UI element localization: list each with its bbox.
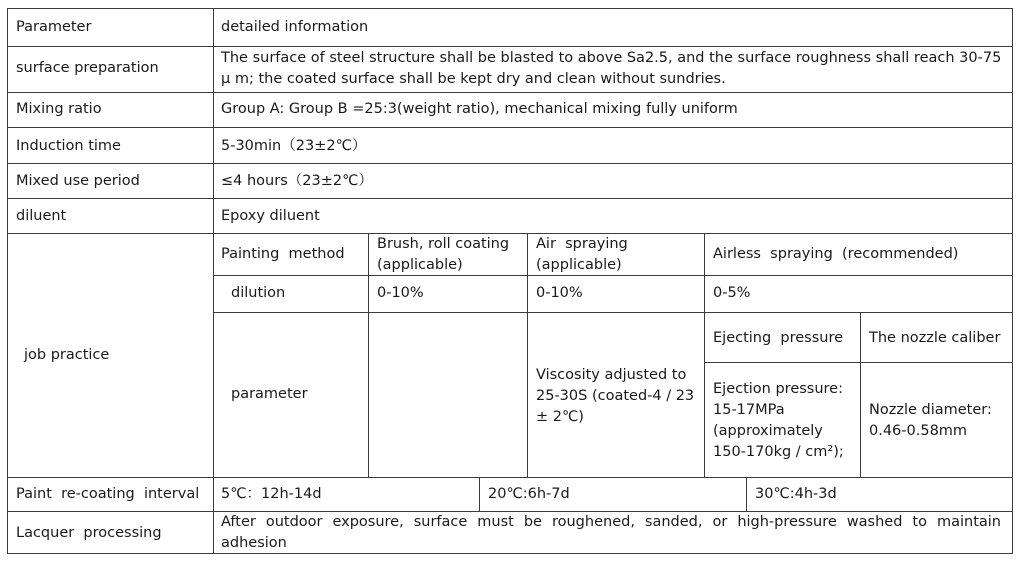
nozzle-diameter-value: Nozzle diameter: 0.46-0.58mm xyxy=(869,402,992,439)
ejecting-pressure-header: Ejecting pressure xyxy=(713,330,844,346)
column-divider xyxy=(527,233,528,477)
induction-time-value: 5-30min（23±2℃） xyxy=(221,138,367,154)
diluent-value: Epoxy diluent xyxy=(221,208,320,224)
method-air-spraying: Air spraying (applicable) xyxy=(536,236,633,273)
method-airless-spraying: Airless spraying (recommended) xyxy=(713,246,959,262)
job-practice-label: job practice xyxy=(24,347,110,363)
viscosity-note: Viscosity adjusted to 25-30S (coated-4 / 23 ± 2℃) xyxy=(536,367,695,425)
dilution-label: dilution xyxy=(231,285,286,301)
surface-preparation-label: surface preparation xyxy=(16,60,159,76)
row-divider xyxy=(7,198,1013,199)
table-border-bottom xyxy=(7,553,1013,554)
row-divider xyxy=(7,477,1013,478)
row-divider xyxy=(704,362,1013,363)
dilution-airless: 0-5% xyxy=(713,285,751,301)
table-border-top xyxy=(7,8,1013,9)
nozzle-caliber-header: The nozzle caliber xyxy=(869,330,1001,346)
row-divider xyxy=(7,46,1013,47)
row-divider xyxy=(213,312,1013,313)
lacquer-processing-line1: After outdoor exposure, surface must be roughened, sanded, or high-pressure washed to maintain xyxy=(221,514,1001,530)
table-border-right xyxy=(1012,8,1013,554)
lacquer-processing-line2: adhesion xyxy=(221,535,287,551)
parameter-label: parameter xyxy=(231,386,308,402)
ejection-pressure-value: Ejection pressure: 15-17MPa (approximately 150-170kg / cm²); xyxy=(713,381,844,460)
table-border-left xyxy=(7,8,8,554)
column-divider xyxy=(368,233,369,477)
surface-preparation-line2: μ m; the coated surface shall be kept dry and clean without sundries. xyxy=(221,71,726,87)
lacquer-processing-label: Lacquer processing xyxy=(16,525,162,541)
diluent-label: diluent xyxy=(16,208,67,224)
row-divider xyxy=(7,163,1013,164)
recoat-20c: 20℃:6h-7d xyxy=(488,486,570,502)
mixed-use-period-value: ≤4 hours（23±2℃） xyxy=(221,173,373,189)
recoat-interval-label: Paint re-coating interval xyxy=(16,486,200,502)
column-divider xyxy=(704,233,705,477)
header-detail: detailed information xyxy=(221,19,369,35)
dilution-air: 0-10% xyxy=(536,285,583,301)
method-brush-roll: Brush, roll coating (applicable) xyxy=(377,236,510,273)
row-divider xyxy=(7,127,1013,128)
column-divider xyxy=(479,477,480,511)
column-divider xyxy=(213,8,214,554)
surface-preparation-line1: The surface of steel structure shall be blasted to above Sa2.5, and the surface roughness shall reach 30-75 xyxy=(221,50,1002,66)
recoat-30c: 30℃:4h-3d xyxy=(755,486,837,502)
mixed-use-period-label: Mixed use period xyxy=(16,173,140,189)
induction-time-label: Induction time xyxy=(16,138,121,154)
parameter-table xyxy=(7,8,1013,554)
recoat-5c: 5℃：12h-14d xyxy=(221,486,322,502)
mixing-ratio-label: Mixing ratio xyxy=(16,101,102,117)
row-divider xyxy=(7,92,1013,93)
header-parameter: Parameter xyxy=(16,19,92,35)
column-divider xyxy=(860,312,861,477)
painting-method-label: Painting method xyxy=(221,246,345,262)
dilution-brush: 0-10% xyxy=(377,285,424,301)
mixing-ratio-value: Group A: Group B =25:3(weight ratio), mechanical mixing fully uniform xyxy=(221,101,738,117)
column-divider xyxy=(746,477,747,511)
